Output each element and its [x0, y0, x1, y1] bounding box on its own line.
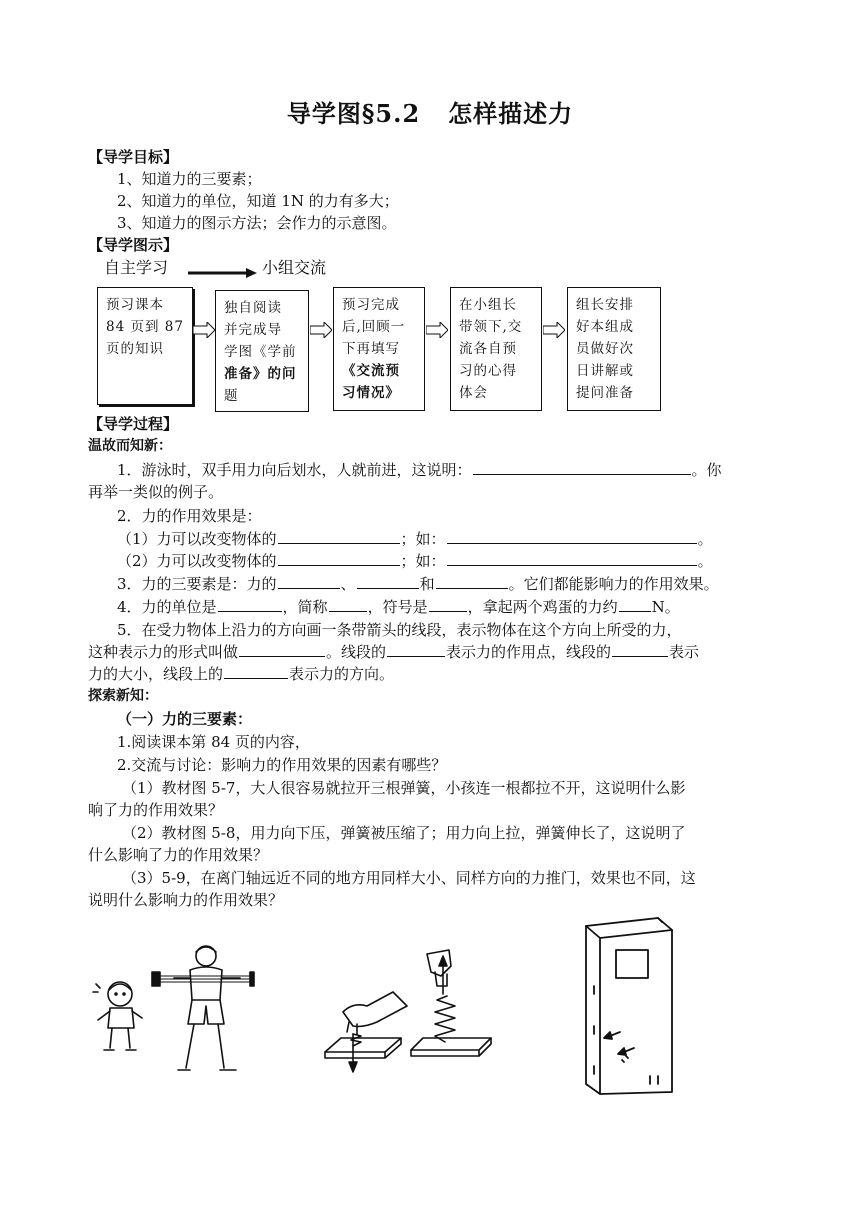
review-q2-1 [117, 528, 713, 550]
flow-step-5-line-4: 日讲解或 [576, 363, 634, 379]
goal-item-1: 1、知道力的三要素； [117, 170, 262, 188]
answer-blank[interactable] [224, 663, 288, 679]
spring-press-stretch-illustration [323, 946, 493, 1076]
goal-item-2: 2、知道力的单位，知道 1N 的力有多大； [117, 192, 399, 210]
review-q5-text: 这种表示力的形式叫做 [88, 643, 239, 661]
review-q5-point: 表示力的作用点，线段的 [446, 643, 612, 661]
answer-blank[interactable] [619, 596, 651, 612]
flow-chevron-1 [193, 322, 215, 338]
review-q1-cont: 再举一类似的例子。 [88, 483, 224, 501]
flow-step-4-line-5: 体会 [459, 385, 488, 401]
review-q5: 5．在受力物体上沿力的方向画一条带箭头的线段，表示物体在这个方向上所受的力， [117, 621, 682, 639]
flow-step-2-line-1: 独自阅读 [224, 300, 282, 316]
flow-chevron-4 [543, 322, 565, 338]
flow-step-5-line-1: 组长安排 [576, 297, 634, 313]
review-q3-text: 3．力的三要素是：力的 [117, 575, 277, 593]
review-q2: 2．力的作用效果是： [117, 507, 262, 525]
explore-item-4: （2）教材图 5-8，用力向下压，弹簧被压缩了；用力向上拉，弹簧伸长了，这说明了 [122, 824, 686, 842]
diagram-header: 【导学图示】 [88, 236, 179, 254]
review-q5-cont [88, 641, 699, 663]
flow-step-4-line-4: 习的心得 [459, 363, 517, 379]
explore-item-1: 1.阅读课本第 84 页的内容， [117, 733, 310, 751]
flow-step-3-line-1: 预习完成 [342, 297, 400, 313]
review-q1-text: 1．游泳时，双手用力向后划水，人就前进，这说明： [117, 461, 472, 479]
flow-chevron-2 [310, 322, 332, 338]
review-q4-short: ，简称 [282, 598, 328, 616]
answer-blank[interactable] [278, 528, 400, 544]
flow-step-4-line-1: 在小组长 [459, 297, 517, 313]
answer-blank[interactable] [329, 596, 367, 612]
answer-blank[interactable] [612, 641, 668, 657]
page-title [0, 94, 860, 129]
explore-item-5-cont: 说明什么影响力的作用效果？ [88, 891, 284, 909]
answer-blank[interactable] [218, 596, 282, 612]
answer-blank[interactable] [239, 641, 325, 657]
period: 。 [697, 530, 713, 548]
explore-item-4-cont: 什么影响了力的作用效果？ [88, 846, 269, 864]
period: 。 [697, 552, 713, 570]
explore-subheader: （一）力的三要素： [117, 710, 253, 728]
explore-header: 探索新知： [88, 688, 158, 704]
explore-item-5: （3）5-9，在离门轴远近不同的地方用同样大小、同样方向的力推门，效果也不同，这 [122, 869, 696, 887]
flow-step-5-line-2: 好本组成 [576, 319, 634, 335]
flow-arrow [186, 267, 258, 279]
answer-blank[interactable] [357, 573, 419, 589]
review-q5-cont2 [88, 663, 394, 685]
review-q3-sep: 、 [340, 575, 356, 593]
flow-step-3-line-3: 下再填写 [342, 341, 400, 357]
flow-step-3-line-4: 《交流预 [342, 363, 400, 379]
review-q5-segment: 。线段的 [326, 643, 387, 661]
review-q4-symbol: ，符号是 [367, 598, 428, 616]
spring-pull-illustration [90, 936, 255, 1081]
review-q3-end: 。它们都能影响力的作用效果。 [508, 575, 719, 593]
flow-step-3 [333, 287, 425, 411]
flow-step-3-line-2: 后,回顾一 [342, 319, 406, 335]
review-q2-2 [117, 550, 713, 572]
flow-step-5 [567, 287, 661, 411]
flow-step-2-line-3: 学图《学前 [224, 344, 297, 360]
review-q2-2-example: ；如： [400, 552, 446, 570]
flow-step-2 [215, 290, 309, 412]
flow-step-1-line-2: 84 页到 87 [106, 319, 184, 335]
explore-item-3: （1）教材图 5-7，大人很容易就拉开三根弹簧，小孩连一根都拉不开，这说明什么影 [122, 779, 686, 797]
review-q2-2-text: （2）力可以改变物体的 [117, 552, 277, 570]
review-q2-1-example: ；如： [400, 530, 446, 548]
door-push-illustration [580, 916, 690, 1096]
review-q5-magnitude: 力的大小，线段上的 [88, 665, 224, 683]
flow-step-3-line-5: 习情况》 [342, 385, 400, 401]
review-q4 [117, 596, 680, 618]
review-header: 温故而知新： [88, 438, 172, 454]
review-q1 [117, 459, 722, 481]
title-sub: 怎样描述力 [448, 99, 574, 128]
goals-header: 【导学目标】 [88, 148, 179, 166]
flow-step-1-line-3: 页的知识 [106, 341, 164, 357]
answer-blank[interactable] [447, 550, 697, 566]
review-q3 [117, 573, 719, 595]
answer-blank[interactable] [436, 573, 508, 589]
review-q4-unit: N。 [651, 598, 680, 616]
process-header: 【导学过程】 [88, 415, 179, 433]
answer-blank[interactable] [278, 573, 340, 589]
flow-step-4-line-2: 带领下,交 [459, 319, 523, 335]
flow-label-self-study: 自主学习 [104, 258, 169, 277]
review-q4-text: 4．力的单位是 [117, 598, 217, 616]
goal-item-3: 3、知道力的图示方法；会作力的示意图。 [117, 214, 397, 232]
flow-step-2-line-4: 准备》的问 [224, 366, 297, 382]
flow-chevron-3 [426, 322, 448, 338]
flow-label-group: 小组交流 [262, 258, 327, 277]
answer-blank[interactable] [473, 459, 691, 475]
answer-blank[interactable] [429, 596, 467, 612]
review-q3-and: 和 [419, 575, 435, 593]
flow-step-2-line-5: 题 [224, 388, 239, 404]
explore-item-3-cont: 响了力的作用效果？ [88, 801, 224, 819]
flow-step-4-line-3: 流各自预 [459, 341, 517, 357]
flow-step-5-line-5: 提问准备 [576, 385, 634, 401]
answer-blank[interactable] [447, 528, 697, 544]
flow-step-1-line-1: 预习课本 [106, 297, 164, 313]
answer-blank[interactable] [278, 550, 400, 566]
explore-item-2: 2.交流与讨论：影响力的作用效果的因素有哪些？ [117, 756, 447, 774]
review-q1-end: 。你 [691, 461, 722, 479]
flow-step-5-line-3: 员做好次 [576, 341, 634, 357]
review-q5-direction: 表示力的方向。 [289, 665, 395, 683]
review-q5-shows: 表示 [669, 643, 700, 661]
answer-blank[interactable] [387, 641, 445, 657]
flow-step-2-line-2: 并完成导 [224, 322, 282, 338]
flow-step-4 [450, 287, 542, 411]
flow-step-1 [97, 287, 193, 405]
review-q4-eggs: ，拿起两个鸡蛋的力约 [467, 598, 618, 616]
title-main: 导学图§5.2 [286, 99, 421, 128]
review-q2-1-text: （1）力可以改变物体的 [117, 530, 277, 548]
